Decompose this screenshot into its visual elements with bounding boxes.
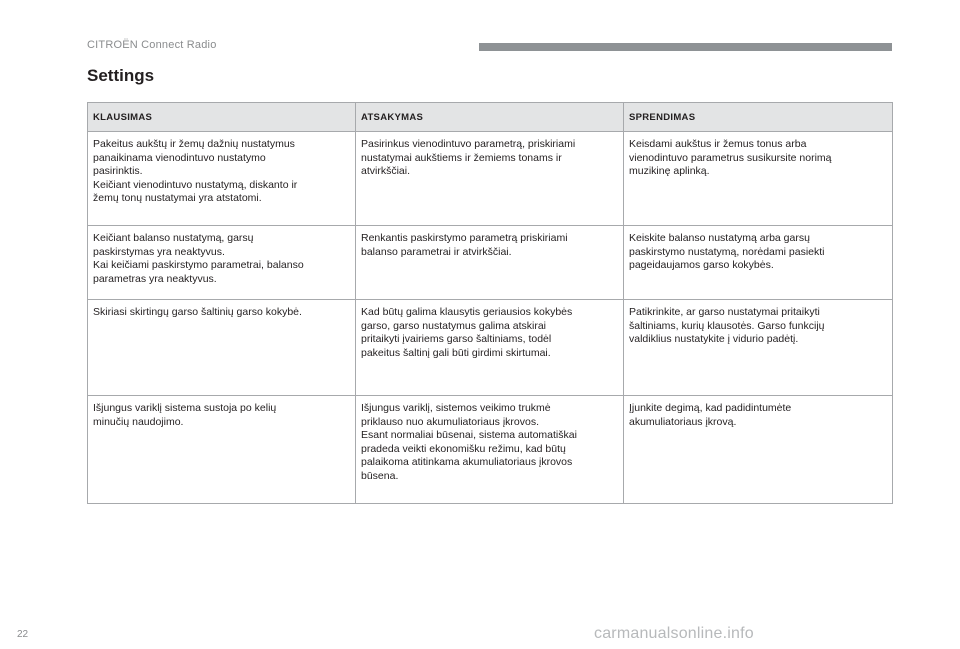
table-row <box>88 132 893 226</box>
page-title: Settings <box>87 66 155 85</box>
answer-cell: Renkantis paskirstymo parametrą priskiriami balanso parametrai ir atvirkščiai. <box>356 226 624 300</box>
answer-cell: Pasirinkus vienodintuvo parametrą, priskiriami nustatymai aukštiems ir žemiems tonams ir atvirkščiai. <box>356 132 624 226</box>
table-row <box>88 396 893 504</box>
page-number: 22 <box>17 629 29 640</box>
solution-cell: Patikrinkite, ar garso nustatymai pritaikyti šaltiniams, kurių klausotės. Garso funkcijų valdiklius nustatykite į vidurio padėtį. <box>624 300 893 396</box>
question-cell: Skiriasi skirtingų garso šaltinių garso kokybė. <box>88 300 356 396</box>
header-bar <box>479 43 892 51</box>
question-cell: Keičiant balanso nustatymą, garsų paskirstymas yra neaktyvus. Kai keičiami paskirstymo parametrai, balanso parametras yra neaktyvus. <box>88 226 356 300</box>
solution-cell: Keiskite balanso nustatymą arba garsų paskirstymo nustatymą, norėdami pasiekti pageidaujamos garso kokybės. <box>624 226 893 300</box>
table-header-row <box>88 103 893 132</box>
column-header-question: KLAUSIMAS <box>88 103 356 132</box>
brand-label: CITROËN Connect Radio <box>87 39 217 51</box>
solution-cell: Keisdami aukštus ir žemus tonus arba vienodintuvo parametrus susikursite norimą muzikinę aplinką. <box>624 132 893 226</box>
answer-cell: Išjungus variklį, sistemos veikimo trukmė priklauso nuo akumuliatoriaus įkrovos. Esant normaliai būsenai, sistema automatiškai pradeda veikti ekonomišku režimu, kad būtų palaikoma atitinkama akumuliatoriaus įkrovos būsena. <box>356 396 624 504</box>
table-row <box>88 300 893 396</box>
question-cell: Išjungus variklį sistema sustoja po kelių minučių naudojimo. <box>88 396 356 504</box>
faq-table <box>87 102 893 504</box>
answer-cell: Kad būtų galima klausytis geriausios kokybės garso, garso nustatymus galima atskirai pritaikyti įvairiems garso šaltiniams, todėl pakeitus šaltinį gali būti girdimi skirtumai. <box>356 300 624 396</box>
solution-cell: Įjunkite degimą, kad padidintumėte akumuliatoriaus įkrovą. <box>624 396 893 504</box>
question-cell: Pakeitus aukštų ir žemų dažnių nustatymus panaikinama vienodintuvo nustatymo pasirinktis. Keičiant vienodintuvo nustatymą, diskanto ir žemų tonų nustatymai yra atstatomi. <box>88 132 356 226</box>
watermark-link[interactable]: carmanualsonline.info <box>594 625 754 642</box>
column-header-solution: SPRENDIMAS <box>624 103 893 132</box>
column-header-answer: ATSAKYMAS <box>356 103 624 132</box>
table-row <box>88 226 893 300</box>
